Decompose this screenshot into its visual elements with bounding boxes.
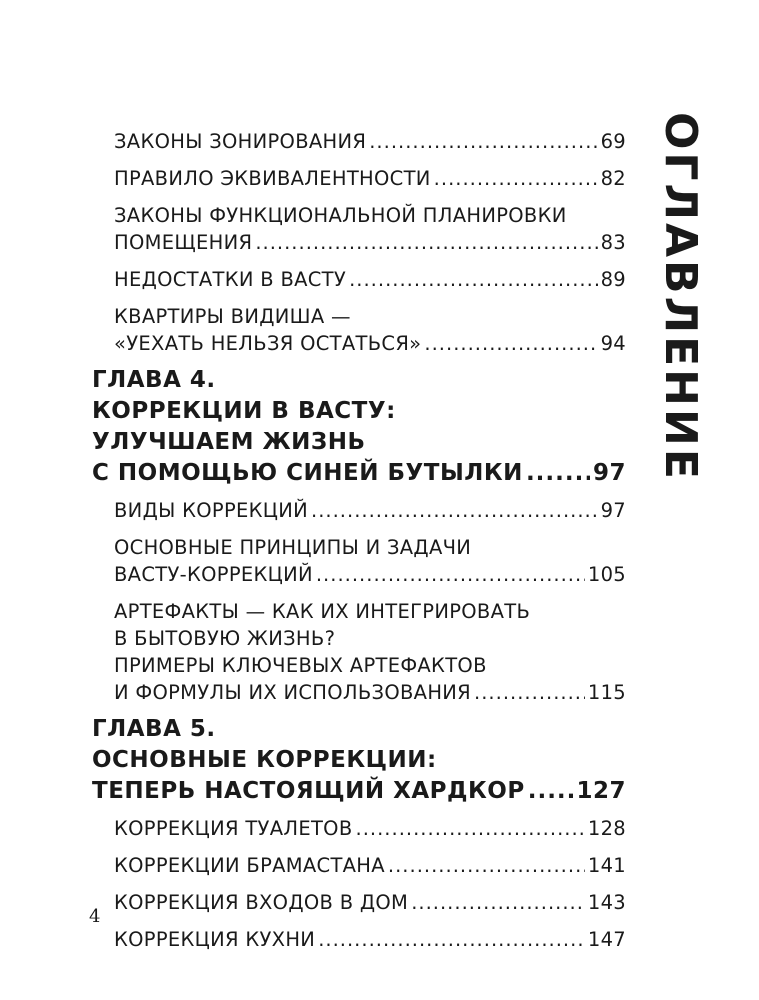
dot-leader: [318, 926, 585, 953]
entry-title: «УЕХАТЬ НЕЛЬЗЯ ОСТАТЬСЯ»: [114, 332, 422, 355]
chapter-4-line3[interactable]: [92, 427, 626, 458]
dot-leader: [388, 852, 585, 879]
entry-title: ВАСТУ-КОРРЕКЦИЙ: [114, 563, 313, 586]
entry-title: КОРРЕКЦИЯ КУХНИ: [114, 928, 316, 951]
toc-entry-planning-line1[interactable]: [92, 202, 626, 229]
chapter-title: УЛУЧШАЕМ ЖИЗНЬ: [92, 429, 366, 455]
chapter-4-line4[interactable]: [92, 458, 626, 489]
dot-leader: [316, 561, 585, 588]
entry-title: КОРРЕКЦИЯ ТУАЛЕТОВ: [114, 817, 353, 840]
entry-title: НЕДОСТАТКИ В ВАСТУ: [114, 268, 347, 291]
entry-title: КОРРЕКЦИЯ ВХОДОВ В ДОМ: [114, 891, 409, 914]
dot-leader: [526, 458, 590, 489]
entry-title: АРТЕФАКТЫ — КАК ИХ ИНТЕГРИРОВАТЬ: [114, 600, 531, 623]
chapter-4-line2[interactable]: [92, 396, 626, 427]
entry-title: ПРИМЕРЫ КЛЮЧЕВЫХ АРТЕФАКТОВ: [114, 654, 487, 677]
toc-entry-kitchen[interactable]: [92, 926, 626, 953]
entry-page: 89: [600, 268, 626, 291]
toc-entry-zoning[interactable]: [92, 128, 626, 155]
toc-entry-planning[interactable]: [92, 229, 626, 256]
chapter-title: ТЕПЕРЬ НАСТОЯЩИЙ ХАРДКОР: [92, 778, 525, 804]
chapter-page: 127: [576, 778, 626, 804]
toc-entry-vidisha-line1[interactable]: [92, 303, 626, 330]
entry-page: 82: [600, 167, 626, 190]
toc-entry-artifacts-line1[interactable]: [92, 598, 626, 625]
entry-title: ЗАКОНЫ ЗОНИРОВАНИЯ: [114, 130, 367, 153]
chapter-title: ОСНОВНЫЕ КОРРЕКЦИИ:: [92, 747, 437, 773]
chapter-title: ГЛАВА 5.: [92, 716, 216, 742]
entry-title: ВИДЫ КОРРЕКЦИЙ: [114, 499, 308, 522]
toc-entry-artifacts-line3[interactable]: [92, 652, 626, 679]
dot-leader: [369, 128, 597, 155]
entry-page: 94: [600, 332, 626, 355]
entry-title: ПОМЕЩЕНИЯ: [114, 231, 253, 254]
toc-entry-principles[interactable]: [92, 561, 626, 588]
toc-entry-defects[interactable]: [92, 266, 626, 293]
entry-page: 115: [587, 681, 626, 704]
chapter-title: С ПОМОЩЬЮ СИНЕЙ БУТЫЛКИ: [92, 460, 523, 486]
page-number: 4: [89, 906, 101, 927]
entry-page: 141: [587, 854, 626, 877]
chapter-page: 97: [592, 460, 626, 486]
dot-leader: [528, 776, 574, 807]
chapter-4-label[interactable]: [92, 365, 626, 396]
entry-page: 69: [600, 130, 626, 153]
entry-title: ОСНОВНЫЕ ПРИНЦИПЫ И ЗАДАЧИ: [114, 536, 472, 559]
entry-title: В БЫТОВУЮ ЖИЗНЬ?: [114, 627, 336, 650]
entry-title: КОРРЕКЦИИ БРАМАСТАНА: [114, 854, 385, 877]
entry-page: 97: [600, 499, 626, 522]
toc-entry-vidisha[interactable]: [92, 330, 626, 357]
chapter-title: КОРРЕКЦИИ В ВАСТУ:: [92, 398, 396, 424]
toc-entry-artifacts[interactable]: [92, 679, 626, 706]
dot-leader: [356, 815, 585, 842]
dot-leader: [474, 679, 585, 706]
entry-title: ЗАКОНЫ ФУНКЦИОНАЛЬНОЙ ПЛАНИРОВКИ: [114, 204, 567, 227]
entry-page: 83: [600, 231, 626, 254]
entry-title: КВАРТИРЫ ВИДИША —: [114, 305, 351, 328]
entry-page: 128: [587, 817, 626, 840]
toc-entry-artifacts-line2[interactable]: [92, 625, 626, 652]
entry-page: 105: [587, 563, 626, 586]
toc-entry-toilets[interactable]: [92, 815, 626, 842]
dot-leader: [311, 497, 598, 524]
entry-page: 143: [587, 891, 626, 914]
toc-entry-brahmastan[interactable]: [92, 852, 626, 879]
toc-entry-entrances[interactable]: [92, 889, 626, 916]
chapter-5-line2[interactable]: [92, 745, 626, 776]
toc-entry-equivalence[interactable]: [92, 165, 626, 192]
entry-title: ПРАВИЛО ЭКВИВАЛЕНТНОСТИ: [114, 167, 431, 190]
entry-title: И ФОРМУЛЫ ИХ ИСПОЛЬЗОВАНИЯ: [114, 681, 472, 704]
side-title: ОГЛАВЛЕНИЕ: [655, 112, 706, 482]
entry-page: 147: [587, 928, 626, 951]
dot-leader: [349, 266, 598, 293]
table-of-contents: [92, 128, 626, 953]
toc-entry-correction-types[interactable]: [92, 497, 626, 524]
toc-entry-principles-line1[interactable]: [92, 534, 626, 561]
dot-leader: [255, 229, 597, 256]
chapter-5-label[interactable]: [92, 714, 626, 745]
chapter-5-line3[interactable]: [92, 776, 626, 807]
dot-leader: [434, 165, 598, 192]
dot-leader: [411, 889, 585, 916]
dot-leader: [424, 330, 597, 357]
chapter-title: ГЛАВА 4.: [92, 367, 216, 393]
